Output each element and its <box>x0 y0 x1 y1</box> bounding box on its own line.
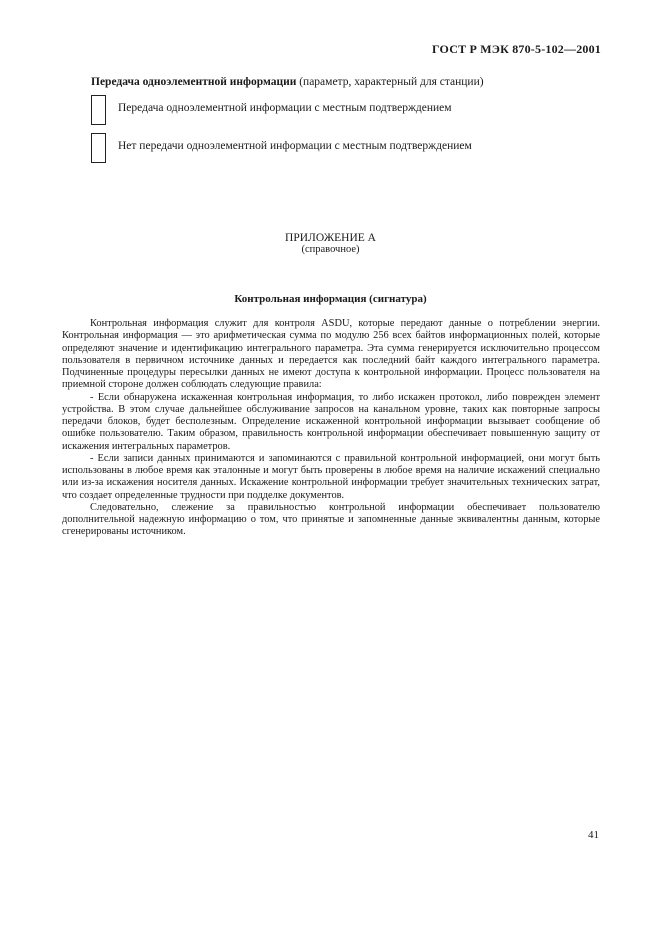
body-text <box>62 318 600 539</box>
appendix-subtitle: (справочное) <box>301 244 360 255</box>
section-heading-rest: (параметр, характерный для станции) <box>296 76 484 88</box>
appendix-title: ПРИЛОЖЕНИЕ А <box>285 232 376 244</box>
option-label: Нет передачи одноэлементной информации с местным подтверждением <box>118 140 472 152</box>
checkbox-with-confirmation[interactable] <box>91 95 106 125</box>
paragraph: Контрольная информация служит для контроля ASDU, которые передают данные о потреблении энергии. Контрольная информация — это арифметическая сумма по модулю 256 всех байтов информационных полей, которые определяют значение и идентификацию интегрального параметра. Эта сумма генерируется исключительно процессом пользователя в первичном источнике данных и передается как последний байт каждого интегрального параметра. Подчиненные процедуры пересылки данных не имеют доступа к контрольной информации. Процесс пользователя на приемной стороне должен соблюдать следующие правила: <box>62 318 600 391</box>
document-header: ГОСТ Р МЭК 870-5-102—2001 <box>432 42 601 56</box>
page-number: 41 <box>588 829 599 841</box>
section-heading-bold: Передача одноэлементной информации <box>91 76 297 88</box>
option-label: Передача одноэлементной информации с местным подтверждением <box>118 102 452 114</box>
control-info-title: Контрольная информация (сигнатура) <box>234 293 427 305</box>
appendix-heading <box>0 232 661 256</box>
paragraph: - Если обнаружена искаженная контрольная информация, то либо искажен протокол, либо поврежден элемент устройства. В этом случае дальнейшее обслуживание запросов на канальном уровне, таких как повторные запросы передачи блоков, будет бесполезным. Определение искаженной контрольной информации вызывает сообщение об ошибке пользователю. Таким образом, правильность контрольной информации обеспечивает повышенную защиту от искажения интегральных параметров. <box>62 391 600 452</box>
section-heading <box>91 76 484 88</box>
paragraph: Следовательно, слежение за правильностью контрольной информации обеспечивает пользователю дополнительной надежную информацию о том, что принятые и запомненные данные эквивалентны данным, которые сгенерированы источником. <box>62 501 600 538</box>
paragraph: - Если записи данных принимаются и запоминаются с правильной контрольной информацией, они могут быть использованы в любое время как эталонные и могут быть проверены в любое время на наличие искажений специально или из-за искажения носителя данных. Искажение контрольной информации требует значительных технических затрат, что создает определенные трудности при подделке документов. <box>62 452 600 501</box>
checkbox-without-confirmation[interactable] <box>91 133 106 163</box>
